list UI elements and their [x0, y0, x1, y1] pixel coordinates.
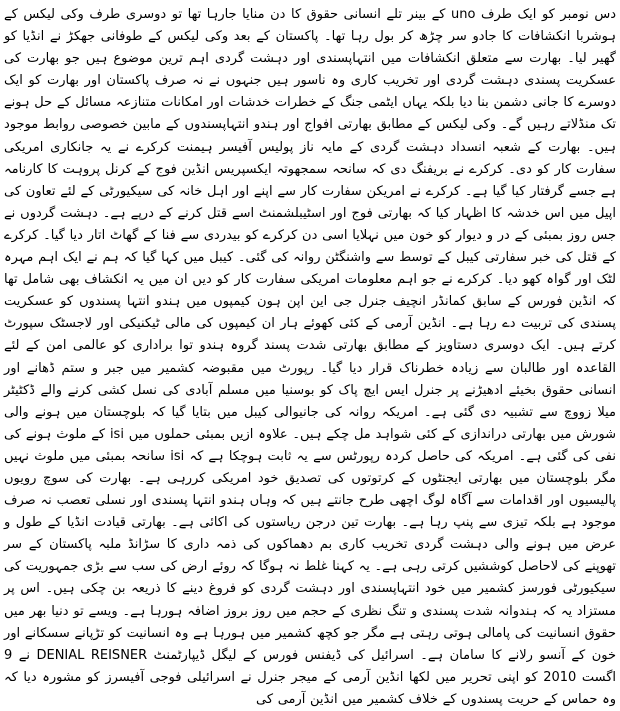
article-paragraph: دس نومبر کو ایک طرف uno کے بینر تلے انسانی حقوق کا دن منایا جارہا تھا تو دوسری طرف وکی لیکس کے ہوشربا انکشافات کا جادو سر چڑھ کر بول رہا تھا۔ پاکستان کے بعد وکی لیکس کے طوفانی جھکڑ نے انڈیا کو گھیر لیا۔ بھارت سے متعلق انکشافات میں انتہاپسندی اور دہشت گردی اہم ترین موضوع ہیں جو بھارت کی عسکریت پسندی دہشت گردی اور تخریب کاری وہ ناسور ہیں جنہوں نے نہ صرف پاکستان اور بھارت کو ایک دوسرے کا جانی دشمن بنا دیا بلکہ یہاں ایٹمی جنگ کے خطرات خدشات اور امکانات متنازعہ مسائل کے حل ہونے تک منڈلاتے رہیں گے۔ وکی لیکس کے مطابق بھارتی افواج اور ہندو انتہاپسندوں کے مابین خصوصی روابط موجود ہیں۔ بھارت کے شعبہ انسداد دہشت گردی کے مایہ ناز پولیس آفیسر ہیمنت کرکرے نے یہ جانکاری امریکی سفارت کار کو دی۔ کرکرے نے بریفنگ دی کہ سانحہ سمجھوتہ ایکسپریس انڈین فوج کے کرنل پروہت کا کارنامہ ہے جسے گرفتار کیا گیا ہے۔ کرکرے نے امریکن سفارت کار سے اپنے اور اہل خانہ کی سیکیورٹی کے لئے تعاون کی اپیل میں اس خدشہ کا اظہار کیا کہ بھارتی فوج اور اسٹیبلشمنٹ اسے قتل کرنے کے درپے ہے۔ دہشت گردوں نے جس روز بمبئی کے در و دیوار کو خون میں نہلایا اسی دن کرکرے کو بیدردی سے فنا کے گھاٹ اتار دیا گیا۔ کرکرے کے قتل کی خبر سفارتی کیبل کے توسط سے واشنگٹن روانہ کی گئی۔ کیبل میں کہا گیا کہ ہم نے ایک اہم مہرہ لٹک اور گواہ کھو دیا۔ کرکرے نے جو اہم معلومات امریکی سفارت کار کو دیں ان میں یہ انکشاف بھی شامل تھا کہ انڈین فورس کے سابق کمانڈر انچیف جنرل جی این اپن ہون کیمپوں میں ہندو انتہا پسندوں کو عسکریت پسندی کی تربیت دے رہا ہے۔ انڈین آرمی کے کئی کھوئے ہار ان کیمپوں کی مالی ٹیکنیکی اور لاجسٹک سپورٹ کرتے ہیں۔ ایک دوسری دستاویز کے مطابق بھارتی شدت پسند گروہ ہندو توا براداری کو عالمی امن کے لئے القاعدہ اور طالبان سے زیادہ خطرناک قرار دیا گیا۔ رپورٹ میں مقبوضہ کشمیر میں جبر و ستم ڈھانے اور انسانی حقوق بخیئے ادھیڑنے پر جنرل ایس ایچ پاک کو بوسنیا میں مسلم آبادی کی نسل کشی کرنے والے ڈکٹیٹر میلا زووچ سے تشبیہ دی گئی ہے۔ امریکہ روانہ کی جانیوالی کیبل میں بتایا گیا کہ بلوچستان میں ہونے والی شورش میں بھارتی دراندازی کے کئی شواہد مل چکے ہیں۔ علاوہ ازیں بمبئی حملوں میں isi کے ملوث ہونے کی نفی کی گئی ہے۔ امریکہ کی حاصل کردہ رپورٹس سے یہ ثابت ہوچکا ہے کہ isi سانحہ بمبئی میں ملوث نہیں مگر بلوچستان میں بھارتی ایجنٹوں کے کرتوتوں کی تصدیق خود امریکی کررہی ہے۔ بھارت کی سوچ رویوں پالیسیوں اور اقدامات سے آگاہ لوگ اچھی طرح جانتے ہیں کہ وہاں ہندو انتہا پسندی اور نسلی تعصب نہ صرف موجود ہے بلکہ تیزی سے پنپ رہا ہے۔ بھارت تین درجن ریاستوں کی اکائی ہے۔ بھارتی قیادت انڈیا کے طول و عرض میں ہونے والی دہشت گردی تخریب کاری بم دھماکوں کی ذمہ داری کا سڑانڈ ملبہ پاکستان کے سر تھوپنے کی لاحاصل کوششیں کرتی رہی ہے۔ یہ کہنا غلط نہ ہوگا کہ روئے ارض کی سب سے بڑی جمہوریت کی سیکیورٹی فورسز کشمیر میں خود انتہاپسندی اور دہشت گردی کو فروغ دینے کا ذریعہ بن چکی ہیں۔ اس پر مستزاد یہ کہ ہندوانہ شدت پسندی و تنگ نظری کے حجم میں روز بروز اضافہ ہورہا ہے۔ ویسے تو دنیا بھر میں حقوق انسانیت کی پامالی ہوتی رہتی ہے مگر جو کچھ کشمیر میں ہورہا ہے وہ انسانیت کو تڑپانے سسکانے اور خون کے آنسو رلانے کا سامان ہے۔ اسرائیل کی ڈیفنس فورس کے لیگل ڈیپارٹمنٹ DENIAL REISNER نے 9 اگست 2010 کو اپنی تحریر میں لکھا انڈین آرمی کے میجر جنرل نے اسرائیلی فوجی آفیسرز کو مشورہ دیا کہ وہ حماس کے حریت پسندوں کے خلاف کشمیر میں انڈین آرمی کی: [4, 7, 617, 707]
article-body: [4, 4, 616, 711]
newspaper-column: [4, 4, 617, 707]
